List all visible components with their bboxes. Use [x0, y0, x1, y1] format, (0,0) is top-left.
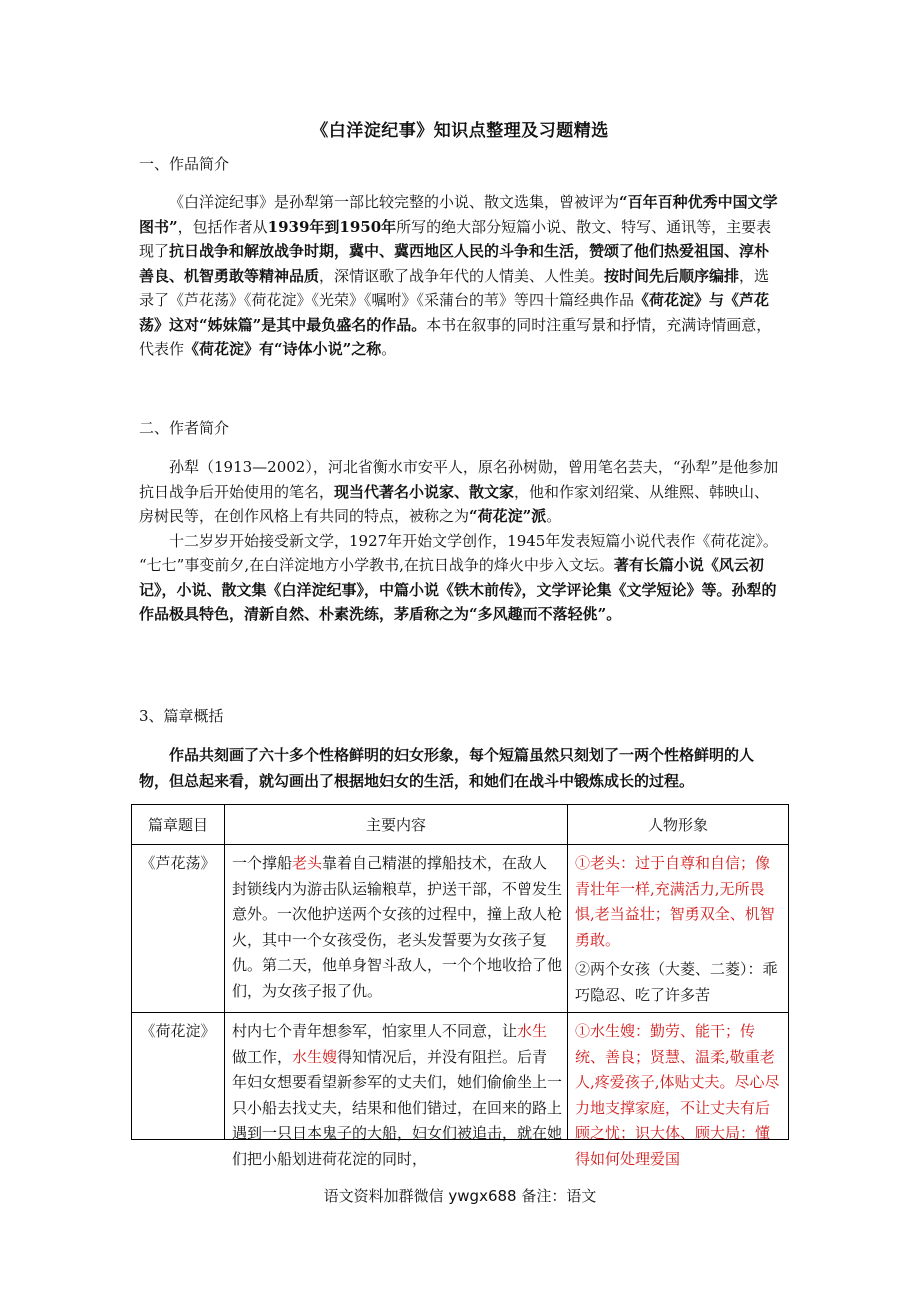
row-title: 《芦花荡》	[140, 854, 216, 872]
chapters-summary	[139, 742, 779, 794]
page-title: 《白洋淀纪事》知识点整理及习题精选	[311, 121, 609, 141]
text-run: 所写的绝大部分短篇小说、散文、特写、通讯等，主要表现了	[139, 217, 772, 260]
text-run: 十二岁岁开始接受新文学，1927年开始文学创作，1945年发表短篇小说代表作《荷花淀》。 “七七”事变前夕,在白洋淀地方小学教书,在抗日战争的烽火中步入文坛。	[139, 531, 778, 574]
emphasis-text: 抗日战争和解放战争时期，冀中、冀西地区人民的斗争和生活，赞颂了他们热爱祖国、淳朴善良、机智勇敢等精神品质	[139, 242, 770, 285]
table-header-row	[132, 805, 789, 845]
text-run: 孙犁（1913—2002），河北省衡水市安平人，原名孙树勋，曾用笔名芸夫，“孙犁”是他参加抗日战争后开始使用的笔名，	[139, 458, 779, 501]
section-heading-author: 二、作者简介	[139, 419, 230, 437]
emphasis-text: “百年百种优秀中国文学图书”	[139, 193, 778, 236]
row-content	[225, 1013, 567, 1176]
emphasis-text: 老头	[292, 854, 323, 872]
row-character-1: ①水生嫂：勤劳、能干；传统、善良；贤慧、温柔,敬重老人,疼爱孩子,体贴丈夫。尽心尽力地支撑家庭，不让丈夫有后顾之忧；识大体、顾大局：懂得如何处理爱国	[575, 1022, 780, 1168]
text-run: 一个撑船	[232, 854, 293, 872]
text-run: ，选录了《芦花荡》《荷花淀》《光荣》《嘱咐》《采蒲台的苇》等四十篇经典作品	[139, 266, 770, 309]
emphasis-text: 《荷花淀》有“诗体小说”之称	[184, 340, 382, 358]
emphasis-text: 按时间先后顺序编排	[604, 266, 740, 285]
table-row	[132, 845, 789, 1013]
col-header-title: 篇章题目	[132, 805, 225, 845]
summary-text: 作品共刻画了六十多个性格鲜明的妇女形象，每个短篇虽然只刻划了一两个性格鲜明的人物，但总起来看，就勾画出了根据地妇女的生活，和她们在战斗中锻炼成长的过程。	[139, 746, 755, 790]
emphasis-text: 著有长篇小说《风云初记》，小说、散文集《白洋淀纪事》，中篇小说《铁木前传》，文学评论集《文学短论》等。孙犁的作品极具特色，清新自然、朴素洗练，茅盾称之为“多风趣而不落轻佻”。	[139, 556, 777, 623]
text-run: 。	[546, 507, 562, 525]
text-run: 《白洋淀纪事》是孙犁第一部比较完整的小说、散文选集，曾被评为	[169, 193, 620, 211]
author-text-1	[139, 455, 779, 529]
section-heading-chapters: 3、篇章概括	[139, 707, 224, 725]
row-content	[225, 845, 567, 1008]
emphasis-text: 《荷花淀》与《芦花荡》这对“姊妹篇”是其中最负盛名的作品。	[139, 291, 770, 334]
emphasis-text: 现当代著名小说家、散文家	[334, 482, 515, 501]
text-run: ，深情讴歌了战争年代的人情美、人性美。	[319, 266, 605, 285]
author-paragraphs	[139, 455, 779, 627]
text-run: 村内七个青年想参军，怕家里人不同意，让	[232, 1022, 518, 1040]
row-character-1: ①老头：过于自尊和自信；像青壮年一样,充满活力,无所畏惧,老当益壮；智勇双全、机智勇敢。	[575, 854, 775, 949]
table-row	[132, 1013, 789, 1140]
emphasis-text: “荷花淀”派	[469, 507, 547, 525]
col-header-character: 人物形象	[568, 805, 789, 845]
row-character-2: ②两个女孩（大菱、二菱）：乖巧隐忍、吃了许多苦	[575, 960, 778, 1004]
text-run: 靠着自己精湛的撑船技术，在敌人封锁线内为游击队运输粮草，护送干部，不曾发生意外。一次他护送两个女孩的过程中，撞上敌人枪火，其中一个女孩受伤，老头发誓要为女孩子复仇。第二天，他单身智斗敌人，一个个地收拾了他们，为女孩子报了仇。	[232, 854, 563, 1000]
emphasis-text: 1939年到1950年	[267, 217, 397, 236]
emphasis-text: 水生	[517, 1022, 548, 1040]
text-run: 。	[381, 340, 397, 358]
text-run: 本书在叙事的同时注重写景和抒情，充满诗情画意，代表作	[139, 315, 772, 358]
intro-text	[139, 190, 779, 362]
author-text-2	[139, 529, 779, 627]
text-run: ，他和作家刘绍棠、从维熙、韩映山、房树民等，在创作风格上有共同的特点，被称之为	[139, 482, 770, 525]
text-run: 得知情况后，并没有阻拦。后青年妇女想要看望新参军的丈夫们，她们偷偷坐上一只小船去找丈夫，结果和他们错过，在回来的路上遇到一只日本鬼子的大船，妇女们被追击，就在她们把小船划进荷花淀的同时，	[232, 1047, 563, 1168]
text-run: 做工作，	[232, 1047, 293, 1066]
emphasis-text: 水生嫂	[292, 1047, 338, 1066]
intro-paragraph	[139, 190, 779, 362]
chapters-table	[131, 804, 789, 1168]
footer-note: 语文资料加群微信 ywgx688 备注：语文	[323, 1187, 597, 1205]
text-run: ，包括作者从	[177, 217, 268, 236]
section-heading-intro: 一、作品简介	[139, 155, 230, 173]
row-title: 《荷花淀》	[140, 1022, 216, 1040]
col-header-content: 主要内容	[225, 805, 568, 845]
